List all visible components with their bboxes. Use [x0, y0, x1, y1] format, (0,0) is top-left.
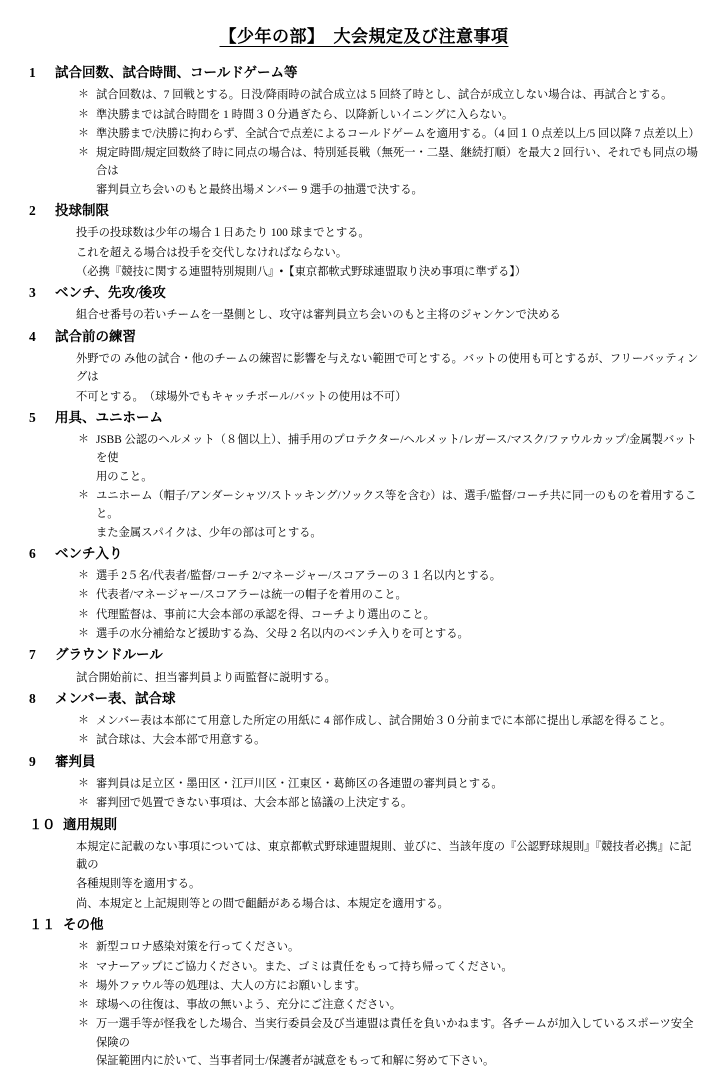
section-title: 適用規則 [63, 816, 117, 832]
section-title: 審判員 [55, 753, 96, 769]
list-item [78, 958, 702, 976]
section [26, 689, 702, 750]
body-line: これを超える場合は投手を交代しなければならない。 [76, 246, 348, 259]
body-line: 選手 2５名/代表者/監督/コーチ 2/マネージャー/スコアラーの３１名以内とする。 [96, 570, 501, 583]
body-line: 試合回数は、7 回戦とする。日没/降雨時の試合成立は 5 回終了時とし、試合が成立しない場合は、再試合とする。 [96, 89, 673, 102]
section-heading [26, 815, 702, 835]
section-number: 5 [29, 409, 36, 425]
body-line: 不可とする。 （球場外でもキャッチボール/バットの使用は不可） [76, 390, 407, 403]
list-item-text [96, 431, 702, 486]
list-item [78, 712, 702, 730]
asterisk-icon: ＊ [78, 146, 89, 159]
asterisk-icon: ＊ [78, 733, 89, 746]
body-line: 投手の投球数は少年の場合１日あたり 100 球までとする。 [76, 227, 370, 240]
list-item [78, 625, 702, 643]
page-title: 【少年の部】 大会規定及び注意事項 [219, 27, 509, 46]
asterisk-icon: ＊ [78, 126, 89, 139]
body-line: 組合せ番号の若いチームを一塁側とし、攻守は審判員立ち会いのもと主将のジャンケンで決める [76, 309, 561, 322]
section-title: 試合前の練習 [55, 328, 136, 344]
list-item [78, 977, 702, 995]
section-heading [26, 63, 702, 83]
body-line: 試合球は、大会本部で用意する。 [96, 734, 266, 747]
body-line: マナーアップにご協力ください。また、ゴミは責任をもって持ち帰ってください。 [96, 960, 513, 973]
list-item [78, 794, 702, 812]
section-number: 6 [29, 545, 36, 561]
list-item-text [96, 712, 702, 730]
list-item-text [96, 567, 702, 585]
body-line: ユニホーム（帽子/アンダーシャツ/ストッキング/ソックス等を含む）は、選手/監督/コーチ共に同一のものを着用すること。 [96, 490, 697, 521]
section-title: メンバー表、試合球 [55, 690, 176, 706]
list-item [78, 996, 702, 1014]
body-line: 新型コロナ感染対策を行ってください。 [96, 941, 300, 954]
sections-container [26, 63, 702, 1070]
list-item [78, 487, 702, 542]
body-line: 保証範囲内に於いて、当事者同士/保護者が誠意をもって和解に努めて下さい。 [96, 1055, 495, 1068]
asterisk-icon: ＊ [78, 433, 89, 446]
section-number: 1 [29, 65, 36, 80]
list-item-text [96, 775, 702, 793]
section-heading [26, 915, 702, 935]
list-item-text [96, 606, 702, 624]
section-heading [26, 327, 702, 347]
list-item [78, 125, 702, 143]
body-line: 尚、本規定と上記規則等との間で齟齬がある場合は、本規定を適用する。 [76, 897, 449, 910]
asterisk-icon: ＊ [78, 107, 89, 120]
body-line: 本規定に記載のない事項については、東京都軟式野球連盟規則、並びに、当該年度の『公認野球規則』『競技者必携』に記載の [76, 840, 692, 872]
list-item-text [96, 125, 702, 143]
body-line: 規定時間/規定回数終了時に同点の場合は、特別延長戦（無死一・二塁、継続打順）を最大 2 回行い、それでも同点の場合は [96, 147, 698, 178]
section-title: 試合回数、試合時間、コールドゲーム等 [55, 65, 298, 80]
list-item-text [96, 144, 702, 199]
body-line: 審判員立ち会いのもと最終出場メンバー 9 選手の抽選で決する。 [96, 183, 423, 196]
section [26, 815, 702, 913]
section [26, 327, 702, 406]
body-line: 万一選手等が怪我をした場合、当実行委員会及び当連盟は責任を負いかねます。各チームが加入しているスポーツ安全保険の [96, 1018, 694, 1049]
list-item-text [96, 586, 702, 604]
list-item-text [96, 487, 702, 542]
section-body [26, 224, 702, 281]
section-body [26, 567, 702, 643]
section-body [26, 838, 702, 913]
section-number: 4 [29, 328, 36, 344]
section-title: グラウンドルール [55, 647, 163, 663]
section [26, 283, 702, 325]
list-item-text [96, 938, 702, 956]
asterisk-icon: ＊ [78, 998, 89, 1011]
body-line: 代理監督は、事前に大会本部の承認を得、コーチより選出のこと。 [96, 608, 435, 621]
body-line: （必携『競技に関する連盟特別規則八』•【東京都軟式野球連盟取り決め事項に準ずる】） [76, 265, 527, 278]
section-title: ベンチ入り [55, 545, 123, 561]
list-item [78, 606, 702, 624]
asterisk-icon: ＊ [78, 796, 89, 809]
list-item-text [96, 106, 702, 124]
asterisk-icon: ＊ [78, 588, 89, 601]
section-heading [26, 201, 702, 221]
asterisk-icon: ＊ [78, 940, 89, 953]
section-number: 3 [29, 285, 36, 301]
asterisk-icon: ＊ [78, 959, 89, 972]
list-item [78, 586, 702, 604]
section-title: ベンチ、先攻/後攻 [55, 285, 166, 301]
section [26, 752, 702, 813]
body-line: 各種規則等を適用する。 [76, 878, 201, 891]
section-number: １１ [29, 917, 55, 932]
section-body [26, 431, 702, 542]
asterisk-icon: ＊ [78, 978, 89, 991]
asterisk-icon: ＊ [78, 1017, 89, 1030]
list-item [78, 775, 702, 793]
section-title: 投球制限 [55, 203, 109, 219]
body-line: 用のこと。 [96, 470, 153, 483]
section-heading [26, 408, 702, 428]
body-line: 代表者/マネージャー/スコアラーは統一の帽子を着用のこと。 [96, 589, 407, 602]
section-title: 用具、ユニホーム [55, 409, 163, 425]
section-title: その他 [63, 917, 104, 932]
list-item-text [96, 996, 702, 1014]
list-item [78, 106, 702, 124]
list-item [78, 431, 702, 486]
section [26, 645, 702, 687]
section-body [26, 712, 702, 750]
section-number: １０ [29, 816, 55, 832]
section-body [26, 306, 702, 324]
list-item [78, 938, 702, 956]
asterisk-icon: ＊ [78, 627, 89, 640]
list-item [78, 1015, 702, 1070]
section [26, 915, 702, 1070]
section [26, 408, 702, 542]
section [26, 201, 702, 281]
section-number: 2 [29, 203, 36, 219]
body-line: また金属スパイクは、少年の部は可とする。 [96, 526, 322, 539]
section-number: 8 [29, 690, 36, 706]
section [26, 544, 702, 643]
section-heading [26, 752, 702, 772]
section-body [26, 350, 702, 406]
asterisk-icon: ＊ [78, 569, 89, 582]
section-heading [26, 689, 702, 709]
section-body [26, 775, 702, 813]
body-line: 試合開始前に、担当審判員より両監督に説明する。 [76, 671, 336, 684]
body-line: 場外ファウル等の処理は、大人の方にお願いします。 [96, 979, 366, 992]
section-body [26, 669, 702, 687]
section [26, 63, 702, 199]
list-item-text [96, 977, 702, 995]
asterisk-icon: ＊ [78, 714, 89, 727]
body-line: メンバー表は本部にて用意した所定の用紙に 4 部作成し、試合開始３０分前までに本部に提出し承認を得ること。 [96, 715, 672, 728]
asterisk-icon: ＊ [78, 776, 89, 789]
section-heading [26, 283, 702, 303]
list-item-text [96, 958, 702, 976]
section-body [26, 938, 702, 1070]
section-body [26, 86, 702, 199]
asterisk-icon: ＊ [78, 88, 89, 101]
section-number: 9 [29, 753, 36, 769]
list-item [78, 86, 702, 104]
list-item-text [96, 86, 702, 104]
list-item-text [96, 731, 702, 749]
section-heading [26, 544, 702, 564]
list-item-text [96, 1015, 702, 1070]
list-item [78, 567, 702, 585]
list-item-text [96, 794, 702, 812]
body-line: JSBB 公認のヘルメット（８個以上）、捕手用のプロテクター/ヘルメット/レガース/マスク/ファウルカップ/金属製バットを使 [96, 434, 697, 465]
body-line: 外野での み他の試合・他のチームの練習に影響を与えない範囲で可とする。バットの使用も可とするが、フリーバッティングは [76, 352, 699, 384]
list-item [78, 731, 702, 749]
body-line: 審判団で処置できない事項は、大会本部と協議の上決定する。 [96, 797, 413, 810]
body-line: 準決勝までは試合時間を 1 時間３０分過ぎたら、以降新しいイニングに入らない。 [96, 108, 514, 121]
section-heading [26, 645, 702, 665]
list-item-text [96, 625, 702, 643]
body-line: 球場への往復は、事故の無いよう、充分にご注意ください。 [96, 999, 402, 1012]
asterisk-icon: ＊ [78, 607, 89, 620]
body-line: 準決勝まで/決勝に拘わらず、全試合で点差によるコールドゲームを適用する。（4 回１０点差以上/5 回以降 7 点差以上） [96, 127, 700, 140]
section-number: 7 [29, 647, 36, 663]
body-line: 審判員は足立区・墨田区・江戸川区・江東区・葛飾区の各連盟の審判員とする。 [96, 777, 503, 790]
body-line: 選手の水分補給など援助する為、父母 2 名以内のベンチ入りを可とする。 [96, 628, 469, 641]
asterisk-icon: ＊ [78, 489, 89, 501]
list-item [78, 144, 702, 199]
